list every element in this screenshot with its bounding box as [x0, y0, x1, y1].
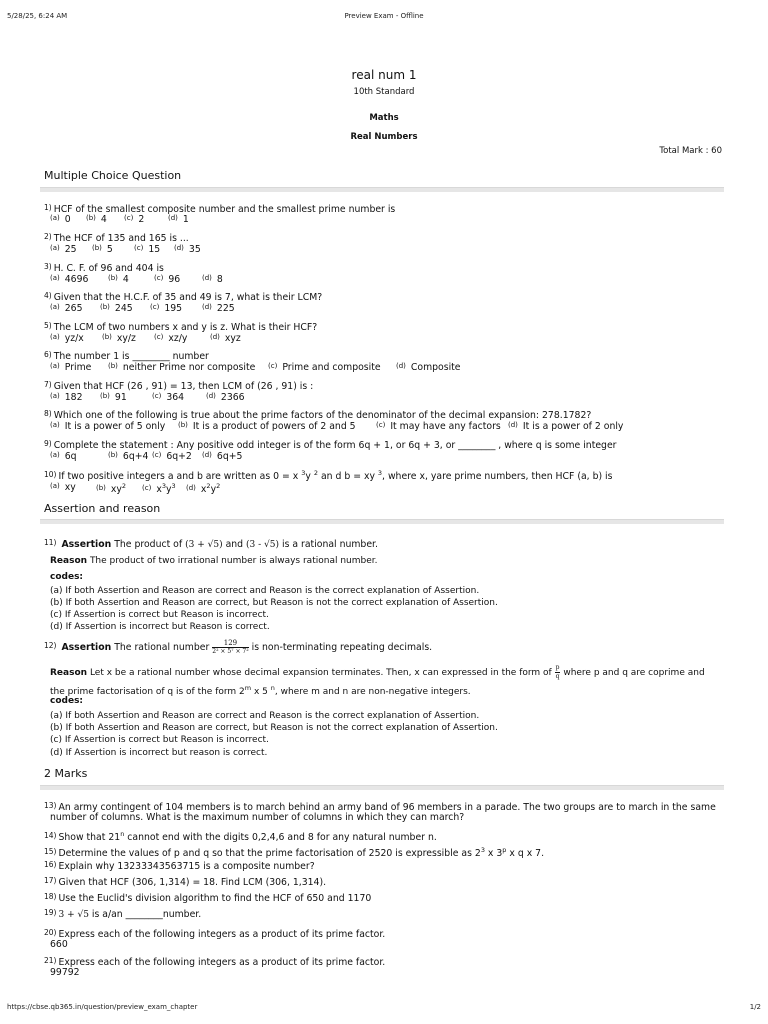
option-letter: (a): [50, 421, 60, 429]
question-number: 12): [44, 641, 57, 650]
option-letter: (b): [108, 274, 118, 282]
option-b: [92, 244, 113, 255]
option-text: 15: [148, 244, 161, 255]
option-d: [206, 392, 245, 403]
option-letter: (c): [154, 274, 164, 282]
option-text: xy/z: [116, 333, 136, 344]
option-d: [210, 333, 241, 344]
question-text: Complete the statement : Any positive odd integer is of the form 6q + 1, or 6q + 3, or ________ , where q is some integer: [53, 440, 617, 451]
question-text: Express each of the following integers as a product of its prime factor.: [58, 929, 386, 940]
exponent: 2: [206, 482, 211, 490]
question-text: Use the Euclid's division algorithm to find the HCF of 650 and 1170: [58, 893, 372, 904]
fraction-denominator: 2² × 5⁷ × 7²: [212, 648, 249, 655]
answer-value: 660: [50, 939, 68, 950]
option-text: It is a product of powers of 2 and 5: [192, 421, 356, 432]
option-text: xy: [110, 484, 122, 496]
option-c: [268, 362, 381, 373]
section-heading-mcq: Multiple Choice Question: [44, 169, 182, 182]
question-number: 8): [44, 409, 52, 418]
option-d: [186, 482, 220, 495]
option-letter: (b): [92, 244, 102, 252]
question-5: [44, 320, 317, 334]
question-number: 16): [44, 860, 57, 869]
question-14: [44, 828, 437, 844]
question-number: 3): [44, 262, 52, 271]
code-option: (c) If Assertion is correct but Reason is incorrect.: [50, 610, 269, 620]
option-text: 25: [64, 244, 77, 255]
exam-chapter: Real Numbers: [350, 132, 418, 142]
question-text: Explain why 13233343563715 is a composite number?: [58, 861, 315, 872]
question-text: number of columns. What is the maximum number of columns in which they can march?: [50, 812, 465, 823]
option-text: 1: [182, 214, 189, 225]
question-number: 4): [44, 291, 52, 300]
option-letter: (d): [202, 451, 212, 459]
section-divider: [40, 519, 724, 524]
option-text: 91: [114, 392, 127, 403]
question-text: The LCM of two numbers x and y is z. What is their HCF?: [53, 322, 318, 333]
option-c: [154, 274, 180, 285]
question-number: 1): [44, 203, 52, 212]
question-20: [44, 927, 385, 941]
option-text: 96: [168, 274, 181, 285]
question-text: an d b = xy: [317, 471, 378, 483]
exponent: n: [120, 830, 125, 838]
option-letter: (a): [50, 244, 60, 252]
reason-text: The product of two irrational number is always rational number.: [89, 556, 378, 566]
fraction: [212, 639, 248, 656]
option-letter: (d): [202, 274, 212, 282]
question-3: [44, 261, 164, 275]
question-number: 21): [44, 956, 57, 965]
question-text: The number 1 is ________ number: [53, 351, 209, 362]
exponent: 3: [171, 482, 176, 490]
assertion-label: Assertion: [61, 539, 112, 550]
question-text: Given that HCF (306, 1,314) = 18. Find LCM (306, 1,314).: [58, 877, 327, 888]
option-b: [102, 333, 136, 344]
reason-11: [50, 555, 377, 567]
option-a: [50, 303, 83, 314]
question-number: 6): [44, 350, 52, 359]
option-text: xyz: [224, 333, 241, 344]
question-text: An army contingent of 104 members is to march behind an army band of 96 members in a parade. The two groups are to march in the same: [58, 802, 716, 813]
option-letter: (c): [134, 244, 144, 252]
option-text: Prime and composite: [282, 362, 381, 373]
codes-label: codes:: [50, 572, 84, 582]
question-text: If two positive integers a and b are written as 0 = x: [58, 471, 302, 483]
exam-title: real num 1: [351, 68, 417, 82]
question-18: [44, 891, 371, 905]
question-number: 13): [44, 801, 57, 810]
expression: (3 - √5): [246, 540, 280, 550]
option-text: It is a power of 2 only: [522, 421, 624, 432]
answer-value: 99792: [50, 967, 80, 978]
option-text: 0: [64, 214, 71, 225]
question-number: 2): [44, 232, 52, 241]
option-letter: (b): [86, 214, 96, 222]
option-b: [108, 451, 148, 462]
exam-standard: 10th Standard: [353, 87, 415, 97]
question-4: [44, 290, 322, 304]
option-text: 225: [216, 303, 235, 314]
question-number: 5): [44, 321, 52, 330]
option-a: [50, 392, 83, 403]
option-text: 6q+5: [216, 451, 243, 462]
exponent: 3: [161, 482, 166, 490]
question-10: [44, 467, 612, 483]
option-letter: (a): [50, 214, 60, 222]
option-b: [108, 274, 129, 285]
reason-text: , where m and n are non-negative integers.: [274, 687, 471, 697]
option-letter: (c): [124, 214, 134, 222]
option-d: [202, 303, 235, 314]
option-letter: (b): [108, 451, 118, 459]
question-text: is a/an ________number.: [88, 909, 202, 920]
question-12: [44, 639, 432, 656]
option-letter: (d): [186, 484, 196, 493]
question-text: Express each of the following integers as a product of its prime factor.: [58, 957, 386, 968]
option-b: [86, 214, 107, 225]
option-a: [50, 333, 84, 344]
reason-text: where p and q are coprime and: [563, 668, 705, 678]
reason-12: [50, 664, 705, 681]
option-c: [154, 333, 187, 344]
assertion-text: is non-terminating repeating decimals.: [251, 642, 433, 653]
option-text: y: [210, 484, 217, 496]
option-letter: (d): [168, 214, 178, 222]
code-option: (b) If both Assertion and Reason are correct, but Reason is not the correct explanation of Assertion.: [50, 723, 498, 733]
exponent: 3: [301, 469, 306, 477]
option-letter: (c): [154, 333, 164, 341]
question-text: The HCF of 135 and 165 is ...: [53, 233, 189, 244]
option-letter: (b): [100, 303, 110, 311]
option-letter: (b): [178, 421, 188, 429]
question-text: HCF of the smallest composite number and the smallest prime number is: [53, 204, 396, 215]
exponent: 3: [480, 846, 485, 854]
question-15: [44, 844, 544, 860]
question-text: Given that HCF (26 , 91) = 13, then LCM of (26 , 91) is :: [53, 381, 314, 392]
question-number: 18): [44, 892, 57, 901]
option-text: Prime: [64, 362, 92, 373]
option-letter: (d): [396, 362, 406, 370]
print-datetime: 5/28/25, 6:24 AM: [7, 12, 68, 20]
code-option: (d) If Assertion is incorrect but reason is correct.: [50, 748, 268, 758]
code-option: (d) If Assertion is incorrect but Reason is correct.: [50, 622, 270, 632]
option-text: xy: [64, 482, 76, 493]
question-text: x q x 7.: [506, 848, 545, 860]
option-d: [202, 451, 242, 462]
question-17: [44, 875, 326, 889]
question-9: [44, 438, 617, 452]
option-text: 364: [166, 392, 185, 403]
option-text: 265: [64, 303, 83, 314]
option-b: [108, 362, 255, 373]
assertion-label: Assertion: [61, 642, 112, 653]
option-text: 6q+4: [122, 451, 149, 462]
option-b: [96, 482, 126, 495]
option-letter: (a): [50, 362, 60, 370]
exponent: p: [502, 846, 507, 854]
option-letter: (c): [152, 392, 162, 400]
fraction-numerator: p: [555, 664, 560, 671]
reason-12-continued: [50, 682, 471, 698]
exponent: n: [270, 684, 275, 692]
question-text: x 3: [484, 848, 503, 860]
question-11: [44, 537, 378, 551]
question-text: Given that the H.C.F. of 35 and 49 is 7, what is their LCM?: [53, 292, 323, 303]
assertion-text: The product of: [114, 539, 183, 550]
option-letter: (d): [174, 244, 184, 252]
option-text: 6q+2: [166, 451, 192, 462]
question-number: 10): [44, 470, 57, 480]
question-number: 15): [44, 847, 57, 857]
option-c: [376, 421, 501, 432]
option-a: [50, 274, 88, 285]
option-text: 4696: [64, 274, 89, 285]
question-number: 7): [44, 380, 52, 389]
option-text: 2: [138, 214, 145, 225]
option-text: 4: [100, 214, 107, 225]
option-text: 4: [122, 274, 129, 285]
option-text: 35: [188, 244, 201, 255]
question-19: [44, 907, 201, 921]
option-letter: (c): [152, 451, 162, 459]
option-letter: (d): [202, 303, 212, 311]
question-text: , where x, yare prime numbers, then HCF (a, b) is: [382, 471, 613, 483]
option-a: [50, 421, 165, 432]
option-letter: (a): [50, 392, 60, 400]
option-d: [174, 244, 201, 255]
option-c: [142, 482, 176, 495]
section-divider: [40, 785, 724, 790]
option-text: y: [165, 484, 172, 496]
assertion-text: The rational number: [114, 642, 210, 653]
question-8: [44, 408, 591, 422]
option-text: 5: [106, 244, 113, 255]
option-letter: (b): [102, 333, 112, 341]
option-d: [202, 274, 223, 285]
fraction-numerator: 129: [212, 639, 248, 648]
option-c: [124, 214, 144, 225]
option-text: yz/x: [64, 333, 84, 344]
question-2: [44, 231, 189, 245]
code-option: (a) If both Assertion and Reason are correct and Reason is the correct explanation of Assertion.: [50, 586, 480, 596]
exam-subject: Maths: [369, 113, 399, 123]
question-number: 9): [44, 439, 52, 448]
option-a: [50, 362, 91, 373]
option-letter: (a): [50, 274, 60, 282]
question-number: 11): [44, 538, 57, 547]
question-text: Determine the values of p and q so that the prime factorisation of 2520 is expressible as 2: [58, 848, 481, 860]
option-text: Composite: [410, 362, 461, 373]
reason-label: Reason: [50, 556, 88, 566]
option-a: [50, 482, 76, 493]
fraction-denominator: q: [555, 673, 560, 680]
fraction-p-over-q: [555, 664, 561, 681]
option-text: xz/y: [168, 333, 188, 344]
question-number: 14): [44, 831, 57, 841]
option-text: 2366: [220, 392, 245, 403]
question-text: cannot end with the digits 0,2,4,6 and 8 for any natural number n.: [124, 832, 437, 844]
option-d: [508, 421, 623, 432]
option-b: [100, 392, 127, 403]
option-text: 6q: [64, 451, 77, 462]
option-letter: (a): [50, 482, 60, 490]
question-21: [44, 955, 385, 969]
question-number: 20): [44, 928, 57, 937]
exponent: 2: [121, 482, 127, 490]
code-option: (b) If both Assertion and Reason are correct, but Reason is not the correct explanation of Assertion.: [50, 598, 498, 608]
option-letter: (c): [268, 362, 278, 370]
option-letter: (a): [50, 303, 60, 311]
option-text: 182: [64, 392, 83, 403]
option-text: It is a power of 5 only: [64, 421, 166, 432]
exponent: 3: [377, 469, 383, 477]
question-13-continued: [50, 812, 464, 824]
section-heading-2-marks: 2 Marks: [44, 767, 88, 780]
option-letter: (a): [50, 451, 60, 459]
total-mark: Total Mark : 60: [659, 146, 722, 156]
option-c: [152, 392, 184, 403]
option-letter: (d): [206, 392, 216, 400]
option-letter: (c): [150, 303, 160, 311]
option-letter: (a): [50, 333, 60, 341]
exponent: 2: [216, 482, 221, 490]
option-letter: (b): [96, 484, 106, 493]
expression: (3 + √5): [185, 540, 223, 550]
assertion-text: is a rational number.: [281, 539, 378, 550]
option-text: 245: [114, 303, 133, 314]
option-letter: (b): [100, 392, 110, 400]
question-text: y: [305, 471, 314, 483]
option-text: x: [200, 484, 207, 496]
section-divider: [40, 187, 724, 192]
option-letter: (c): [142, 484, 152, 493]
question-text: H. C. F. of 96 and 404 is: [53, 263, 164, 274]
print-page-title: Preview Exam - Offline: [344, 12, 424, 20]
code-option: (a) If both Assertion and Reason are correct and Reason is the correct explanation of Assertion.: [50, 711, 480, 721]
option-a: [50, 244, 77, 255]
option-c: [152, 451, 192, 462]
code-option: (c) If Assertion is correct but Reason is incorrect.: [50, 735, 269, 745]
option-text: 195: [164, 303, 183, 314]
question-6: [44, 349, 209, 363]
option-a: [50, 214, 71, 225]
question-text: Which one of the following is true about the prime factors of the denominator of the decimal expansion: 278.1782?: [53, 410, 592, 421]
conjunction: and: [225, 539, 244, 550]
option-text: 8: [216, 274, 223, 285]
expression: 3 + √5: [58, 910, 89, 920]
option-a: [50, 451, 77, 462]
print-url: https://cbse.qb365.in/question/preview_exam_chapter: [7, 1003, 198, 1011]
exponent: m: [244, 684, 252, 692]
question-7: [44, 379, 313, 393]
option-c: [150, 303, 182, 314]
option-text: It may have any factors: [390, 421, 501, 432]
option-c: [134, 244, 160, 255]
option-d: [168, 214, 189, 225]
option-letter: (c): [376, 421, 386, 429]
exponent: 2: [313, 469, 318, 477]
option-text: neither Prime nor composite: [122, 362, 256, 373]
option-b: [100, 303, 133, 314]
reason-text: x 5: [251, 687, 271, 697]
option-letter: (d): [210, 333, 220, 341]
option-text: x: [156, 484, 162, 496]
reason-text: the prime factorisation of q is of the form 2: [50, 687, 245, 697]
option-letter: (d): [508, 421, 518, 429]
codes-label: codes:: [50, 696, 84, 706]
question-number: 17): [44, 876, 57, 885]
question-text: Show that 21: [58, 832, 121, 844]
option-letter: (b): [108, 362, 118, 370]
option-d: [396, 362, 461, 373]
question-number: 19): [44, 908, 57, 917]
reason-label: Reason: [50, 668, 88, 678]
question-16: [44, 859, 315, 873]
section-heading-assertion: Assertion and reason: [44, 502, 161, 515]
print-page-number: 1/2: [749, 1003, 761, 1011]
reason-text: Let x be a rational number whose decimal expansion terminates. Then, x can expressed in the form of: [89, 668, 552, 678]
option-b: [178, 421, 356, 432]
